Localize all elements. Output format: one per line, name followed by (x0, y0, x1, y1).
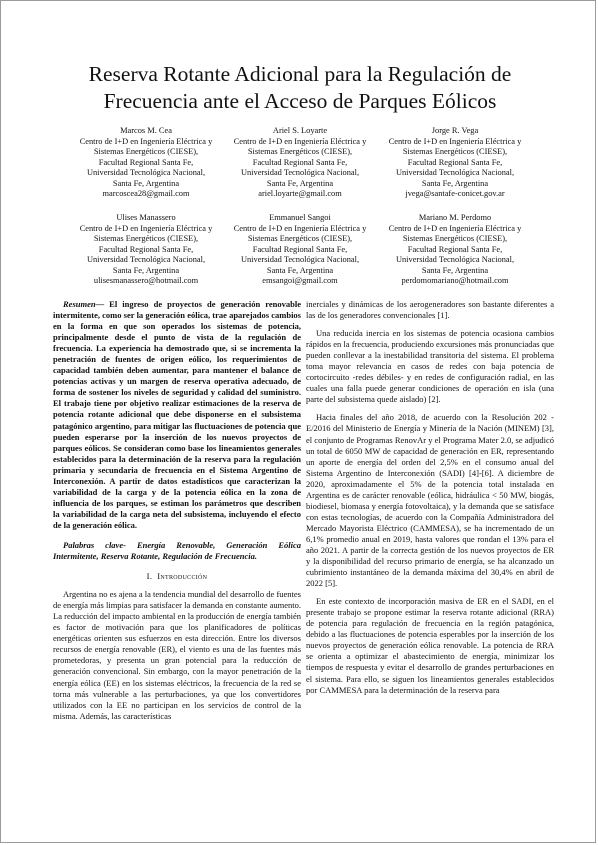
keywords (53, 540, 301, 562)
author-affiliation-line: Centro de I+D en Ingeniería Eléctrica y (233, 136, 367, 146)
author-email: perdomomariano@hotmail.com (401, 276, 509, 285)
author-block (61, 213, 231, 287)
author-affiliation-line: Santa Fe, Argentina (112, 178, 180, 188)
author-affiliation-line: Facultad Regional Santa Fe, (98, 157, 194, 167)
author-block (370, 213, 540, 287)
body-paragraph: Una reducida inercia en los sistemas de potencia ocasiona cambios rápidos en la frecuencia, produciendo excursiones más pronunciadas que pueden conllevar a la inestabilidad transitoria del sistema. El problema toma mayor relevancia en casos de redes con baja potencia de cortocircuito -redes débiles- y en redes de configuración radial, en las cuales una falla puede generar condiciones de operación en isla (una parte del subsistema quede aislado) [2]. (306, 328, 554, 405)
author-name: Jorge R. Vega (431, 126, 479, 135)
author-affiliation-line: Centro de I+D en Ingeniería Eléctrica y (388, 136, 522, 146)
author-affiliation-line: Facultad Regional Santa Fe, (407, 244, 503, 254)
author-affiliation-line: Sistemas Energéticos (CIESE), (247, 147, 353, 156)
body-paragraph: Argentina no es ajena a la tendencia mundial del desarrollo de fuentes de energía más limpias para satisfacer la demanda en constante aumento. La reducción del impacto ambiental en la producción de energía también es factor de motivación para que los planificadores de políticas energéticas orienten sus esfuerzos en esta dirección. Entre los diversos recursos de energía renovable (ER), el viento es una de las fuentes más prometedoras, y presenta un gran potencial para la reducción de generación convencional. Sin embargo, con la mayor penetración de la energía eólica (EE) en los sistemas eléctricos, la frecuencia de la red se torna más vulnerable a las perturbaciones, ya que los convertidores utilizados con la EE no participan en los servicios de control de la misma. Además, las características (53, 589, 301, 721)
author-affiliation-line: Santa Fe, Argentina (112, 265, 180, 275)
author-name: Marcos M. Cea (120, 126, 172, 135)
author-affiliation-line: Santa Fe, Argentina (421, 178, 489, 188)
author-name: Emmanuel Sangoi (269, 213, 331, 222)
author-name: Ulises Manassero (116, 213, 176, 222)
right-column (306, 299, 554, 834)
author-email: ulisesmanassero@hotmail.com (93, 276, 199, 285)
abstract (53, 299, 301, 531)
author-block (215, 126, 385, 200)
author-affiliation-line: Facultad Regional Santa Fe, (407, 157, 503, 167)
author-affiliation-line: Centro de I+D en Ingeniería Eléctrica y (388, 223, 522, 233)
author-affiliation-line: Universidad Tecnológica Nacional, (395, 168, 515, 177)
author-affiliation-line: Universidad Tecnológica Nacional, (240, 168, 360, 177)
author-affiliation-line: Santa Fe, Argentina (266, 178, 334, 188)
author-affiliation-line: Santa Fe, Argentina (421, 265, 489, 275)
author-name: Ariel S. Loyarte (272, 126, 328, 135)
section-numeral: I. (146, 571, 153, 582)
author-affiliation-line: Universidad Tecnológica Nacional, (240, 255, 360, 264)
author-affiliation-line: Sistemas Energéticos (CIESE), (93, 147, 199, 156)
abstract-text: El ingreso de proyectos de generación renovable intermitente, como ser la generación eólica, trae aparejados cambios en la forma en que son operados los sistemas de potencia, principalmente desde el punto de vista de la regulación de frecuencia. La experiencia ha demostrado que, si se incrementa la penetración de fuentes de origen eólico, los requerimientos de capacidad también deben aumentar, para mantener el balance de potencias activas y un margen de reserva operativa adecuado, de forma de sostener los niveles de seguridad y calidad del suministro. El trabajo tiene por objetivo realizar estimaciones de la reserva de potencia rotante adicional que debe disponerse en el subsistema patagónico argentino, para mitigar las fluctuaciones de potencia que pueden esperarse por la inserción de los nuevos proyectos de parques eólicos. Se consideran como base los lineamientos generales establecidos para la determinación de la reserva para la regulación primaria y secundaria de frecuencia en el Sistema Argentino de Interconexión. A partir de datos estadísticos que caracterizan la variabilidad de la carga y de la potencia eólica en la zona de influencia de los parques, se estiman los parámetros que describen la variabilidad de la carga neta del subsistema, incluyendo el efecto de la generación eólica. (53, 299, 301, 530)
author-email: ariel.loyarte@gmail.com (258, 189, 342, 198)
author-block (370, 126, 540, 200)
body-paragraph: En este contexto de incorporación masiva de ER en el SADI, en el presente trabajo se propone estimar la reserva rotante adicional (RRA) de potencia para regulación de frecuencia en la región patagónica, debido a las fluctuaciones de potencia esperables por la inserción de los nuevos proyectos de generación eólica renovable. La potencia de RRA se orienta a optimizar el abastecimiento de energía, minimizar los tiempos de respuesta y evitar el desarrollo de grandes perturbaciones en el sistema. Para ello, se siguen los lineamientos generales establecidos por CAMMESA para la determinación de la reserva para (306, 596, 554, 695)
keywords-text: Energía Renovable, Generación Eólica Intermitente, Reserva Rotante, Regulación de Frecuencia. (53, 539, 301, 562)
author-affiliation-line: Universidad Tecnológica Nacional, (86, 168, 206, 177)
section-title: Introducción (157, 571, 208, 582)
abstract-label: Resumen— (63, 299, 105, 309)
author-affiliation-line: Facultad Regional Santa Fe, (252, 244, 348, 254)
author-email: marcoscea28@gmail.com (102, 189, 190, 198)
author-email: jvega@santafe-conicet.gov.ar (405, 189, 505, 198)
author-affiliation-line: Centro de I+D en Ingeniería Eléctrica y (79, 223, 213, 233)
body-paragraph: inerciales y dinámicas de los aerogeneradores son bastante diferentes a las de los generadores convencionales [1]. (306, 299, 554, 321)
author-block (61, 126, 231, 200)
author-affiliation-line: Santa Fe, Argentina (266, 265, 334, 275)
author-affiliation-line: Centro de I+D en Ingeniería Eléctrica y (233, 223, 367, 233)
body-paragraph: Hacia finales del año 2018, de acuerdo con la Resolución 202 - E/2016 del Ministerio de Energía y Minería de la Nación (MINEM) [3], el conjunto de Programas RenovAr y el Programa Mater 2.0, se adjudicó un total de 6050 MW de capacidad de generación en ER, representando un aporte de energía del orden del 2,5% en el consumo anual del Sistema Argentino de Interconexión (SADI) [4]-[6]. A diciembre de 2020, aproximadamente el 5% de la potencia total instalada en Argentina es de carácter renovable (eólica, hidráulica < 50 MW, biogás, biodiesel, biomasa y energía fotovoltaica), y la demanda que se satisface con estas tecnologías, de acuerdo con la Compañía Administradora del Mercado Mayorista Eléctrico (CAMMESA), se ha incrementado de un 6,1% promedio anual en 2019, hasta valores que rondan el 13% para el año 2021. A partir de la correcta gestión de los nuevos proyectos de ER y la disponibilidad del recurso primario de energía, se ha alcanzado un cubrimiento instantáneo de la demanda máxima del 30,4% en abril de 2022 [5]. (306, 412, 554, 589)
author-email: emsangoi@gmail.com (262, 276, 338, 285)
author-affiliation-line: Facultad Regional Santa Fe, (252, 157, 348, 167)
paper-title: Reserva Rotante Adicional para la Regulación de Frecuencia ante el Acceso de Parques Eólicos (88, 62, 512, 113)
author-affiliation-line: Universidad Tecnológica Nacional, (395, 255, 515, 264)
author-affiliation-line: Sistemas Energéticos (CIESE), (93, 234, 199, 243)
author-affiliation-line: Sistemas Energéticos (CIESE), (247, 234, 353, 243)
section-heading (53, 571, 301, 582)
author-block (215, 213, 385, 287)
author-affiliation-line: Centro de I+D en Ingeniería Eléctrica y (79, 136, 213, 146)
author-affiliation-line: Sistemas Energéticos (CIESE), (402, 147, 508, 156)
author-name: Mariano M. Perdomo (418, 213, 492, 222)
author-affiliation-line: Facultad Regional Santa Fe, (98, 244, 194, 254)
author-affiliation-line: Sistemas Energéticos (CIESE), (402, 234, 508, 243)
author-affiliation-line: Universidad Tecnológica Nacional, (86, 255, 206, 264)
keywords-label: Palabras clave- (63, 539, 126, 550)
left-column (53, 299, 301, 834)
